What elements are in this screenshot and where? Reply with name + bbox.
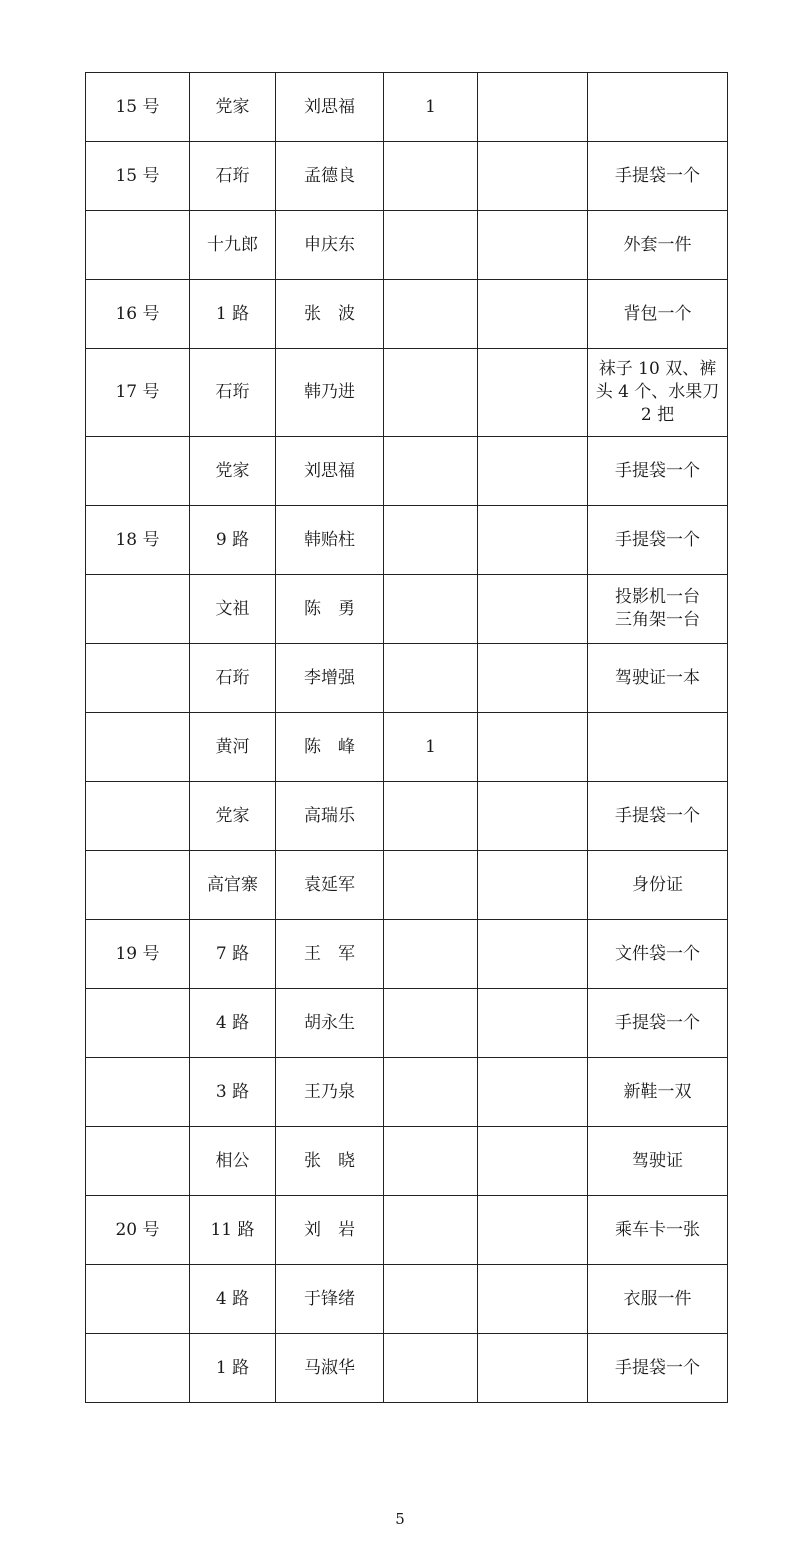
- table-row: [86, 1196, 728, 1265]
- quantity-cell: [384, 1058, 478, 1127]
- quantity-cell: 1: [384, 73, 478, 142]
- table-row: [86, 1265, 728, 1334]
- name-cell: 于锋绪: [276, 1265, 384, 1334]
- route-cell: 相公: [190, 1127, 276, 1196]
- date-cell: [86, 1058, 190, 1127]
- date-cell: 16 号: [86, 280, 190, 349]
- empty-cell: [478, 211, 588, 280]
- name-cell: 袁延军: [276, 851, 384, 920]
- table-row: [86, 851, 728, 920]
- quantity-cell: [384, 575, 478, 644]
- empty-cell: [478, 1196, 588, 1265]
- quantity-cell: [384, 211, 478, 280]
- empty-cell: [478, 713, 588, 782]
- quantity-cell: [384, 280, 478, 349]
- date-cell: [86, 989, 190, 1058]
- table-row: [86, 1058, 728, 1127]
- table-row: [86, 920, 728, 989]
- route-cell: 党家: [190, 437, 276, 506]
- name-cell: 王乃泉: [276, 1058, 384, 1127]
- date-cell: [86, 1265, 190, 1334]
- route-cell: 3 路: [190, 1058, 276, 1127]
- empty-cell: [478, 349, 588, 437]
- table-row: [86, 73, 728, 142]
- table-row: [86, 1127, 728, 1196]
- table-row: [86, 349, 728, 437]
- date-cell: [86, 437, 190, 506]
- route-cell: 1 路: [190, 280, 276, 349]
- item-cell: 手提袋一个: [588, 1334, 728, 1403]
- date-cell: [86, 782, 190, 851]
- name-cell: 刘思福: [276, 437, 384, 506]
- date-cell: 20 号: [86, 1196, 190, 1265]
- route-cell: 高官寨: [190, 851, 276, 920]
- quantity-cell: [384, 920, 478, 989]
- table-row: [86, 989, 728, 1058]
- empty-cell: [478, 989, 588, 1058]
- lost-items-table: [85, 72, 728, 1403]
- name-cell: 张 波: [276, 280, 384, 349]
- date-cell: [86, 1334, 190, 1403]
- name-cell: 韩乃进: [276, 349, 384, 437]
- date-cell: [86, 644, 190, 713]
- empty-cell: [478, 644, 588, 713]
- table-body: [86, 73, 728, 1403]
- date-cell: [86, 211, 190, 280]
- table-row: [86, 506, 728, 575]
- quantity-cell: [384, 142, 478, 211]
- item-cell: 袜子 10 双、裤头 4 个、水果刀 2 把: [588, 349, 728, 437]
- item-cell: [588, 713, 728, 782]
- name-cell: 高瑞乐: [276, 782, 384, 851]
- name-cell: 张 晓: [276, 1127, 384, 1196]
- empty-cell: [478, 280, 588, 349]
- route-cell: 黄河: [190, 713, 276, 782]
- table-row: [86, 211, 728, 280]
- item-cell: [588, 73, 728, 142]
- table-row: [86, 644, 728, 713]
- item-cell: 手提袋一个: [588, 782, 728, 851]
- empty-cell: [478, 575, 588, 644]
- item-cell: 乘车卡一张: [588, 1196, 728, 1265]
- item-cell: 驾驶证一本: [588, 644, 728, 713]
- quantity-cell: [384, 782, 478, 851]
- empty-cell: [478, 506, 588, 575]
- route-cell: 7 路: [190, 920, 276, 989]
- empty-cell: [478, 920, 588, 989]
- name-cell: 刘 岩: [276, 1196, 384, 1265]
- empty-cell: [478, 1265, 588, 1334]
- item-cell: 外套一件: [588, 211, 728, 280]
- route-cell: 4 路: [190, 1265, 276, 1334]
- item-cell: 投影机一台 三角架一台: [588, 575, 728, 644]
- name-cell: 孟德良: [276, 142, 384, 211]
- route-cell: 文祖: [190, 575, 276, 644]
- item-cell: 驾驶证: [588, 1127, 728, 1196]
- item-cell: 手提袋一个: [588, 437, 728, 506]
- empty-cell: [478, 782, 588, 851]
- route-cell: 石珩: [190, 644, 276, 713]
- quantity-cell: [384, 1265, 478, 1334]
- route-cell: 4 路: [190, 989, 276, 1058]
- table-row: [86, 575, 728, 644]
- item-cell: 衣服一件: [588, 1265, 728, 1334]
- empty-cell: [478, 437, 588, 506]
- item-cell: 新鞋一双: [588, 1058, 728, 1127]
- table-row: [86, 782, 728, 851]
- name-cell: 胡永生: [276, 989, 384, 1058]
- quantity-cell: [384, 1196, 478, 1265]
- date-cell: [86, 851, 190, 920]
- name-cell: 马淑华: [276, 1334, 384, 1403]
- item-cell: 手提袋一个: [588, 142, 728, 211]
- table-row: [86, 142, 728, 211]
- name-cell: 申庆东: [276, 211, 384, 280]
- name-cell: 陈 勇: [276, 575, 384, 644]
- date-cell: [86, 713, 190, 782]
- date-cell: 18 号: [86, 506, 190, 575]
- quantity-cell: [384, 1127, 478, 1196]
- date-cell: 19 号: [86, 920, 190, 989]
- quantity-cell: [384, 506, 478, 575]
- date-cell: 15 号: [86, 73, 190, 142]
- route-cell: 11 路: [190, 1196, 276, 1265]
- empty-cell: [478, 851, 588, 920]
- table-row: [86, 280, 728, 349]
- name-cell: 李增强: [276, 644, 384, 713]
- name-cell: 王 军: [276, 920, 384, 989]
- quantity-cell: [384, 851, 478, 920]
- date-cell: [86, 575, 190, 644]
- item-cell: 背包一个: [588, 280, 728, 349]
- quantity-cell: [384, 349, 478, 437]
- quantity-cell: [384, 1334, 478, 1403]
- name-cell: 韩贻柱: [276, 506, 384, 575]
- quantity-cell: [384, 989, 478, 1058]
- quantity-cell: [384, 437, 478, 506]
- route-cell: 党家: [190, 782, 276, 851]
- route-cell: 党家: [190, 73, 276, 142]
- empty-cell: [478, 73, 588, 142]
- date-cell: [86, 1127, 190, 1196]
- route-cell: 石珩: [190, 142, 276, 211]
- empty-cell: [478, 1334, 588, 1403]
- route-cell: 1 路: [190, 1334, 276, 1403]
- date-cell: 17 号: [86, 349, 190, 437]
- item-cell: 手提袋一个: [588, 989, 728, 1058]
- name-cell: 陈 峰: [276, 713, 384, 782]
- empty-cell: [478, 1058, 588, 1127]
- table-row: [86, 437, 728, 506]
- name-cell: 刘思福: [276, 73, 384, 142]
- route-cell: 石珩: [190, 349, 276, 437]
- date-cell: 15 号: [86, 142, 190, 211]
- table-row: [86, 1334, 728, 1403]
- route-cell: 9 路: [190, 506, 276, 575]
- empty-cell: [478, 1127, 588, 1196]
- item-cell: 文件袋一个: [588, 920, 728, 989]
- route-cell: 十九郎: [190, 211, 276, 280]
- quantity-cell: 1: [384, 713, 478, 782]
- quantity-cell: [384, 644, 478, 713]
- item-cell: 身份证: [588, 851, 728, 920]
- page-number: 5: [395, 1510, 405, 1528]
- item-cell: 手提袋一个: [588, 506, 728, 575]
- empty-cell: [478, 142, 588, 211]
- table-row: [86, 713, 728, 782]
